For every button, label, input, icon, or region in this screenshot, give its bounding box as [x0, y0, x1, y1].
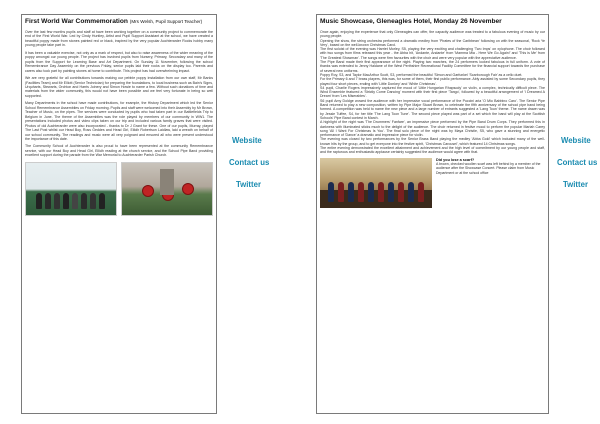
- lost-scarf-notice: [436, 158, 545, 208]
- paragraph: The Pipe Band made their first appearance of the night. Playing two marches, the 24 performers looked fabulous in full uniform. A vote of thanks was extended to Jenny Haldane of the West Perthshire Recreational Facility Committee for the financial support towards the purchase of several new uniforms.: [320, 60, 545, 73]
- bottom-row: [320, 158, 545, 208]
- paragraph: The Community School of Auchterarder is also proud to have been represented at the community Remembrance service, with our Head Boy and Head Girl, Eilidh reading at the church service, and the School Pipe Band providing excellent support during the parade from the War Memorial to Auchterarder Parish Church.: [25, 144, 213, 158]
- paragraph: The entire evening demonstrated the excellent attainment and achievement and the high level of commitment by our young people and staff, and the rapturous and enthusiastic applause certainly suggested the audience would agree with that.: [320, 146, 545, 155]
- article-title: Music Showcase, Gleneagles Hotel, Monday 26 November: [320, 18, 502, 25]
- website-link[interactable]: Website: [232, 136, 262, 145]
- contact-us-link[interactable]: Contact us: [557, 158, 598, 167]
- paragraph: Opening the show, the string orchestra performed a dramatic medley from 'Pirates of the Caribbean' following on with the seasonal, 'Rock Ye Very', based on the well-known Christmas Carol.: [320, 38, 545, 47]
- paragraph: Once again, enjoying the experience that only Gleneagles can offer, the capacity audience was treated to a fabulous evening of music by our young people.: [320, 30, 545, 39]
- paragraph: Over the last few months pupils and staff at have been working together on a community project to commemorate the end of the First World War. Led by Cindy Huntley, Artist and Pupil Support Assistant at the school, we have created a beautiful poppy made from stones painted red or black, inspired by the very popular Auchterarder Rocks hobby many young people take part in.: [25, 30, 213, 48]
- music-showcase-article: [316, 14, 549, 414]
- pebble-poppy-photo: [25, 162, 117, 216]
- notice-title: Did you lose a scarf?: [436, 157, 475, 162]
- article-title: First World War Commemoration (Mrs Welsh, Pupil Support Teacher): [25, 18, 203, 25]
- paragraph: Many Departments in the school have made contributions, for example, the History Department which led the Senior School Remembrance Assemblies on Friday morning. Pupils and staff were welcomed into their Assembly by Mr Brown, Teacher of Music, on the pipes. The services were conducted by pupils who had taken part in our Battlefields Trip to Belgium in June. The theme of the Assemblies was the role played by members of our community in WW1. The presentations included photos and video clips taken on our trip and included various family graves that were visited. Photos of old Auchterarder were also incorporated - thanks to Dr J Grant for these. One of our pupils, Murray, played The Last Post whilst our Head Boy, Ross Geddes and Head Girl, Eilidh Robertson Laidlaw, laid a wreath on behalf of our school community. The readings and music were all very poignant and ensured all who were present understood the importance of this date.: [25, 101, 214, 141]
- contact-us-link[interactable]: Contact us: [229, 158, 270, 167]
- website-link[interactable]: Website: [561, 136, 591, 145]
- paragraph: The first soloist of the evening was Harriet Morley, S5, playing the very exciting and challenging 'Two Imps' on xylophone. The choir followed with two songs from films released this year - the Abba hit, 'Andante, Andante' from 'Mamma Mia - Here We Go Again!' and 'This is Me' from 'The Greatest Showman'. The songs were firm favourites with the choir and were very popular with the appreciative audience.: [320, 47, 545, 60]
- twitter-link[interactable]: Twitter: [236, 180, 261, 189]
- paragraph: We are very grateful for all contributions towards making our pebble poppy installation from our own staff, Mr Banks (Facilities Team) and Mr Elliott (Senior Technician) for preparing the foundations, to local business such as Bain's Signs, Urquharts, Stewarts, Orchton and Harris Joinery and Simon Howie to name a few. Without such donations of time and materials from the wider community, this would not have been possible and we feel very fortunate in being so well supported.: [25, 76, 213, 98]
- paragraph: Poppy Roy, S3, and Taylor MacArthur Scott, S3, performed the beautiful 'Simon and Garfunkel 'Scarborough Fair' as a cello duet.: [320, 72, 523, 77]
- wwi-commemoration-article: [21, 14, 217, 414]
- twitter-link[interactable]: Twitter: [563, 180, 588, 189]
- paragraph: The evening was closed by two performances by the Senior Brass Band playing the medley 'Abba Gold' which included many of the well-known hits by the group, and to get everyone into the festive spirit, 'Christmas Carousel', which featured 14 Christmas songs.: [320, 137, 545, 146]
- war-memorial-photo: [121, 162, 213, 216]
- paragraph: It has been a valuable exercise, not only as a mark of respect, but also to raise awareness of the wider meaning of the poppy amongst our young people. The project has involved pupils from Nursery, Primary, Secondary and many of the pupils from the Support for Learning Base and Art Department. On Sunday 11 November, following the school Remembrance Day Assembly on the previous Friday, senior pupils laid their rocks on the display too. Parents and carers also took part by painting stones at home to contribute. This project has had overwhelming impact.: [25, 50, 213, 73]
- paragraph: S6 pupil Amy Doldge wowed the audience with her impressive vocal performance of the Puccini aria 'O Mio Babbino Caro'. The Senior Pipe Band returned to play a new composition, written by Pipe Major Stuart Brown, to celebrate the fifth anniversary of the school pipe band being formed. A competition was held to name the new piece and a large number of entrants suggested a 'Lang Toun' theme. The name drawn was by Jessie Tuffee, S4, for her title 'The Lang Toon Tune'. The second piece played was part of a set which the band will play at the Scottish Schools' Pipe Band contest in March.: [320, 98, 545, 120]
- article-body: [25, 30, 213, 158]
- paragraph: S4 pupil, Charlie Rogers impressively captured the mood of 'Little Hungarian Rhapsody' on violin, a complex, technically difficult piece. The Wind Ensemble featured a 'Strictly Come Dancing' moment with their first piece 'Tango', followed by a beautiful arrangement of 'I Dreamed A Dream' from 'Les Miserables'.: [320, 85, 545, 99]
- notice-text: A brown, checked woollen scarf was left behind by a member of the audience after the Showcase Concert. Please claim from Music Department or at the school office: [436, 161, 541, 175]
- paragraph: For the Primary 6 and 7 brass players, this was, for some of them, their first public performance. Ably assisted by some Secondary pupils, they played four short pieces, ending with 'Little Donkey' and 'White Christmas'.: [320, 77, 545, 86]
- article-body: [320, 30, 545, 155]
- paragraph: A highlight of the night was 'The Drummers' Fanfare', an impressive piece performed by the Pipe Band Drum Corps. They performed this in darkness with illuminated sticks much to the delight of the audience. The choir returned in festive mood to perform the popular Mariah Carey song 'All I Want For Christmas Is You'. The final solo piece of the night was by Maya Christie, S5, who gave a stunning and energetic performance of 'Dance' a dramatic and impressive piece for violin.: [320, 120, 545, 138]
- photo-row: [25, 162, 213, 216]
- pipe-band-photo: [320, 158, 432, 208]
- article-byline: (Mrs Welsh, Pupil Support Teacher): [129, 19, 203, 24]
